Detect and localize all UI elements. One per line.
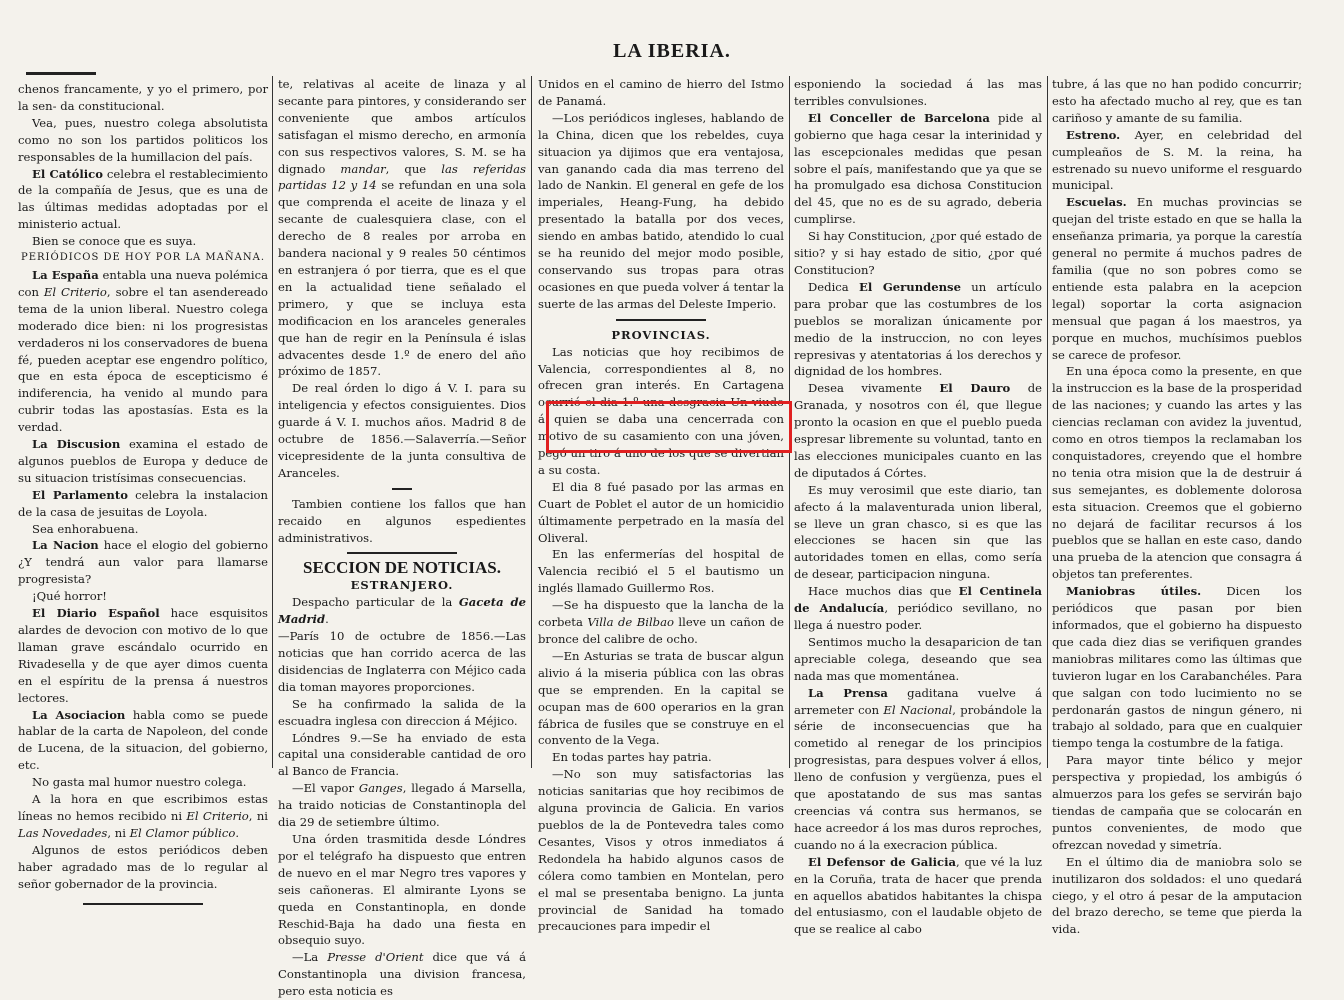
divider: [347, 552, 457, 554]
newspaper-name: La Nacion: [32, 538, 99, 553]
newspaper-name: La España: [32, 267, 99, 282]
paragraph: Para mayor tinte bélico y mejor perspectiva y propiedad, los ambigús ó almuerzos para los gefes se servirán bajo tiendas de campaña que se colocarán en puntos convenientes, de modo que ofrezcan novedad y simetría.: [1052, 753, 1302, 852]
paragraph: Se ha confirmado la salida de la escuadra inglesa con direccion á Méjico.: [278, 696, 526, 728]
section-divider: [83, 903, 203, 905]
paragraph: esponiendo la sociedad á las mas terribles convulsiones.: [794, 77, 1042, 108]
paragraph: Escuelas. En muchas provincias se quejan del triste estado en que se halla la enseñanza primaria, ya porque la carestía general no permite á muchos padres de familia (que no son pobres como se entiende esta palabra en la acepcion legal) soportar la corta asignacion mensual que pagan á los maestros, ya porque en muchos, muchísimos pueblos se carece de profesor.: [1052, 195, 1302, 362]
paragraph: La España entabla una nueva polémica con El Criterio, sobre el tan asendereado tema de la union liberal. Nuestro colega moderado dice bien: ni los progresistas verdaderos ni los conservadores de buena fé, pueden aceptar ese engendro político, que en esta época de escepticismo é indiferencia, ha venido al mundo para cubrir todas las apostasías. Esta es la verdad.: [18, 267, 268, 435]
paragraph: La Asociacion habla como se puede hablar de la carta de Napoleon, del conde de Lucena, de la situacion, del gobierno, etc.: [18, 707, 268, 773]
paragraph: —En Asturias se trata de buscar algun alivio á la miseria pública con las obras que se emprenden. En la capital se ocupan mas de 600 operarios en la gran fábrica de fusiles que se construye en el convento de la Vega.: [538, 648, 784, 748]
paragraph: Vea, pues, nuestro colega absolutista como no son los partidos politicos los responsables de la humillacion del país.: [18, 115, 268, 164]
paragraph: Sea enhorabuena.: [32, 521, 139, 536]
column-rule: [531, 76, 532, 768]
paragraph: —Se ha dispuesto que la lancha de la corbeta Villa de Bilbao lleve un cañon de bronce del calibre de ocho.: [538, 598, 784, 646]
paragraph: Si hay Constitucion, ¿por qué estado de sitio? y si hay estado de sitio, ¿por qué Constitucion?: [794, 229, 1042, 277]
column-rule: [272, 76, 273, 768]
paragraph: En una época como la presente, en que la instruccion es la base de la prosperidad de las naciones; y cuando las artes y las ciencias reclaman con avidez la juventud, como en otros tiempos la reclamaban los conquistadores, creyendo que el hombre no tenia otra mision que la de destruir á sus semejantes, es doblemente dolorosa esta situacion. Creemos que el gobierno no dejará de facilitar recursos á los pueblos que se hallan en este caso, dando una prueba de la atencion que consagra á objetos tan preferentes.: [1052, 364, 1302, 582]
paragraph: Sentimos mucho la desaparicion de tan apreciable colega, deseando que sea nada mas que momentánea.: [794, 634, 1042, 683]
item-heading: Escuelas.: [1066, 195, 1127, 210]
paragraph: A la hora en que escribimos estas líneas no hemos recibido ni El Criterio, ni Las Novedades, ni El Clamor público.: [18, 792, 269, 840]
newspaper-name: El Católico: [32, 166, 103, 181]
newspaper-name: El Diario Español: [32, 606, 160, 621]
paragraph: —París 10 de octubre de 1856.—Las noticias que han corrido acerca de las disidencias de Inglaterra con Méjico cada dia toman mayores proporciones.: [278, 629, 526, 694]
paragraph: Las noticias que hoy recibimos de Valencia, correspondientes al 8, no ofrecen gran interés. En Cartagena ocurrió el dia 1.º una desgracia Un viudo á quien se daba una cencerrada con motivo de su casamiento con una jóven, pegó un tiro á uno de los que se divertian a su costa.: [538, 344, 784, 477]
column-4: [794, 76, 1043, 937]
paragraph: —La Presse d'Orient dice que vá á Constantinopla una division francesa, pero esta noticia es: [278, 950, 526, 999]
column-5: [1052, 76, 1302, 937]
paragraph: El Parlamento celebra la instalacion de la casa de jesuitas de Loyola.: [18, 487, 268, 519]
newspaper-name: El Conceller de Barcelona: [808, 110, 990, 125]
paragraph: —Los periódicos ingleses, hablando de la China, dicen que los rebeldes, cuya situacion ya dijimos que era ventajosa, van ganando cada dia mas terreno del lado de Nankin. El general en gefe de los imperiales, Heang-Fung, ha debido presentado la batalla por dos veces, siendo en ambas batido, atendido lo cual se ha reunido del mejor modo posible, conservando sus tropas para otras ocasiones en que pueda volver á tentar la suerte de las armas del Deleste Imperio.: [538, 110, 784, 311]
newspaper-name: El Dauro: [939, 381, 1011, 396]
paragraph: Tambien contiene los fallos que han recaido en algunos espedientes administrativos.: [278, 496, 526, 545]
newspaper-name: La Discusion: [32, 437, 121, 452]
paragraph: Hace muchos dias que El Centinela de Andalucía, periódico sevillano, no llega á nuestro poder.: [794, 584, 1042, 632]
section-subtitle: ESTRANJERO.: [350, 578, 454, 593]
paragraph: tubre, á las que no han podido concurrir; esto ha afectado mucho al rey, que es tan cariñoso y amante de su familia.: [1052, 77, 1302, 125]
paragraph: Estreno. Ayer, en celebridad del cumpleaños de S. M. la reina, ha estrenado su nuevo uniforme el resguardo municipal.: [1052, 127, 1302, 193]
paragraph: El Católico celebra el restablecimiento de la compañía de Jesus, que es una de las últimas medidas adoptadas por el ministerio actual.: [18, 166, 268, 232]
paragraph: La Nacion hace el elogio del gobierno ¿Y tendrá aun valor para llamarse progresista?: [18, 538, 269, 587]
paragraph: —No son muy satisfactorias las noticias sanitarias que hoy recibimos de alguna provincia de Galicia. En varios pueblos de la de Pontevedra tales como Cesantes, Visos y otros inmediatos á Redondela ha habido algunos casos de cólera como tambien en Montelan, pero el mal se presentaba benigno. La junta provincial de Sanidad ha tomado precauciones para impedir el: [538, 767, 784, 934]
column-top-rule: [26, 72, 96, 75]
paragraph: El Diario Español hace esquisitos alardes de devocion con motivo de lo que llaman grave escándalo ocurrido en Rivadesella y de que ayer dimos cuenta en el espíritu de la prensa á nuestros lectores.: [18, 606, 268, 705]
column-3: [538, 76, 784, 934]
paragraph: —El vapor Ganges, llegado á Marsella, ha traido noticias de Constantinopla del dia 29 de setiembre último.: [278, 781, 526, 830]
paragraph: En todas partes hay patria.: [552, 750, 712, 765]
paragraph: Bien se conoce que es suya.: [32, 234, 197, 249]
paragraph: te, relativas al aceite de linaza y al secante para pintores, y considerando ser conveniente que ambos artículos satisfagan el mismo derecho, en armonía con sus respectivos valores, S. M. se ha dignado mandar, que las referidas partidas 12 y 14 se refundan en una sola que comprenda el aceite de linaza y el secante de cualesquiera clase, con el derecho de 8 reales por arroba en bandera nacional y 9 reales 50 céntimos en estranjera ó por tierra, que es el que en la actualidad tiene señalado el primero, y que se incluya esta modificacion en los aranceles generales que han de regir en la Península é islas advacentes desde 1.º de enero del año próximo de 1857.: [278, 77, 527, 379]
column-2: [278, 76, 527, 999]
paragraph: Unidos en el camino de hierro del Istmo de Panamá.: [538, 77, 784, 108]
paragraph: La Discusion examina el estado de algunos pueblos de Europa y deduce de su situacion tristísimas consecuencias.: [18, 437, 268, 485]
item-heading: Maniobras útiles.: [1066, 584, 1202, 599]
newspaper-name: El Defensor de Galicia: [808, 854, 956, 869]
paragraph: Lóndres 9.—Se ha enviado de esta capital una considerable cantidad de oro al Banco de Francia.: [278, 730, 526, 779]
paragraph: En las enfermerías del hospital de Valencia recibió el 5 el bautismo un inglés llamado Guillermo Ros.: [538, 547, 784, 596]
paragraph: Maniobras útiles. Dicen los periódicos que pasan por bien informados, que el gobierno ha dispuesto que cada diez dias se verifiquen grandes maniobras militares como las últimas que tuvieron lugar en los Carabanchéles. Para que salgan con todo lucimiento no se perdonarán gastos de ningun género, ni trabajo al soldado, para que en cualquier tiempo tenga la costumbre de la fatiga.: [1052, 584, 1302, 751]
paragraph: De real órden lo digo á V. I. para su inteligencia y efectos consiguientes. Dios guarde á V. I. muchos años. Madrid 8 de octubre de 1856.—Salaverría.—Señor vicepresidente de la junta consultiva de Aranceles.: [278, 381, 526, 480]
paragraph: El Conceller de Barcelona pide al gobierno que haga cesar la interinidad y las escepcionales medidas que pesan sobre el país, manifestando que ya que se ha promulgado esa dichosa Constitucion del 45, que no es de su agrado, deberia cumplirse.: [794, 110, 1043, 227]
paragraph: Una órden trasmitida desde Lóndres por el telégrafo ha dispuesto que entren de nuevo en el mar Negro tres vapores y seis cañoneras. El almirante Lyons se queda en Constantinopla, en donde Reschid-Baja ha dado una fiesta en obsequio suyo.: [278, 831, 526, 948]
paragraph: Es muy verosimil que este diario, tan afecto á la malaventurada union liberal, se lleve un gran chasco, si es que las elecciones se hacen sin que las autoridades tomen en ellas, como sería de desear, participacion ninguna.: [794, 482, 1042, 582]
paragraph: Desea vivamente El Dauro de Granada, y nosotros con él, que llegue pronto la ocasion en que el pueblo pueda espresar libremente su voluntad, tanto en las elecciones municipales cuanto en las de diputados á Córtes.: [794, 381, 1042, 480]
newspaper-name: El Gerundense: [859, 279, 961, 294]
paragraph: En el último dia de maniobra solo se inutilizaron dos soldados: el uno quedará ciego, y el otro á pesar de la amputacion del brazo derecho, se teme que pierda la vida.: [1052, 854, 1302, 937]
section-heading: PERIÓDICOS DE HOY POR LA MAÑANA.: [20, 252, 265, 264]
newspaper-name: La Prensa: [808, 685, 888, 700]
paragraph: chenos francamente, y yo el primero, por la sen- da constitucional.: [18, 82, 268, 113]
column-1: [18, 76, 269, 891]
item-heading: Estreno.: [1066, 127, 1121, 142]
paragraph: ¡Qué horror!: [32, 589, 107, 604]
section-subtitle: PROVINCIAS.: [611, 327, 711, 342]
paragraph: La Prensa gaditana vuelve á arremeter con El Nacional, probándole la série de inconsecuencias que ha cometido al renegar de los principios progresistas, para despues volver á ellos, lleno de confusion y vergüenza, pues el que apostatando de sus mas santas creencias vá contra sus hermanos, se hace acreedor á los mas duros reproches, cuando no á la execracion pública.: [794, 685, 1042, 852]
paragraph: El Defensor de Galicia, que vé la luz en la Coruña, trata de hacer que prenda en aquellos abatidos habitantes la chispa del entusiasmo, con el laudable objeto de que se realice al cabo: [794, 854, 1042, 937]
newspaper-name: El Parlamento: [32, 487, 128, 502]
newspaper-name: El Centinela de Andalucía: [794, 584, 1042, 616]
paragraph: Despacho particular de la Gaceta de Madrid.: [278, 595, 526, 627]
column-rule: [1047, 76, 1048, 768]
highlighted-paragraph: El dia 8 fué pasado por las armas en Cuart de Poblet el autor de un homicidio últimamente perpetrado en la masía del Oliveral.: [538, 479, 784, 545]
newspaper-name: La Asociacion: [32, 707, 126, 722]
masthead: LA IBERIA.: [613, 40, 731, 62]
paragraph: Algunos de estos periódicos deben haber agradado mas de lo regular al señor gobernador de la provincia.: [18, 842, 268, 891]
paragraph: Dedica El Gerundense un artículo para probar que las costumbres de los pueblos se moralizan únicamente por medio de la instruccion, no con leyes represivas y atentatorias á los derechos y dignidad de los hombres.: [794, 279, 1042, 379]
divider: [392, 488, 412, 490]
section-title: SECCION DE NOTICIAS.: [303, 558, 501, 578]
column-rule: [789, 76, 790, 768]
paragraph: No gasta mal humor nuestro colega.: [32, 775, 247, 790]
divider: [616, 319, 706, 321]
